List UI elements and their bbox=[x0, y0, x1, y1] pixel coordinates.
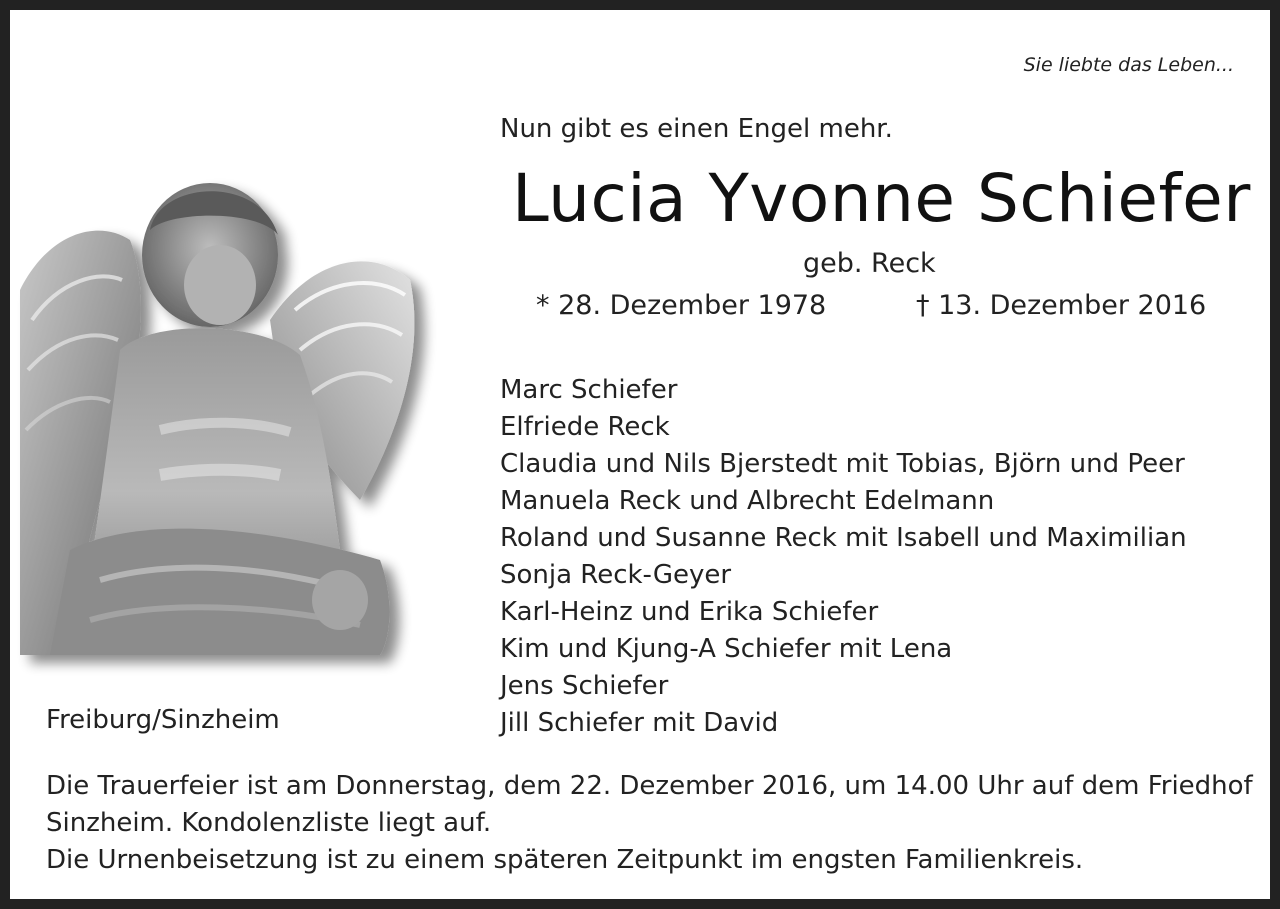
mourner-name: Sonja Reck-Geyer bbox=[500, 560, 732, 590]
birth-date: * 28. Dezember 1978 bbox=[536, 290, 827, 321]
mourner-name: Claudia und Nils Bjerstedt mit Tobias, Björn und Peer bbox=[500, 449, 1185, 479]
deceased-name: Lucia Yvonne Schiefer bbox=[512, 160, 1251, 237]
mourner-name: Elfriede Reck bbox=[500, 412, 670, 442]
mourner-name: Kim und Kjung-A Schiefer mit Lena bbox=[500, 634, 953, 664]
motto-text: Sie liebte das Leben... bbox=[1023, 54, 1234, 76]
ceremony-info-line: Die Urnenbeisetzung ist zu einem späteren Zeitpunkt im engsten Familienkreis. bbox=[46, 845, 1084, 875]
mourner-name: Karl-Heinz und Erika Schiefer bbox=[500, 597, 879, 627]
ceremony-info-line: Sinzheim. Kondolenzliste liegt auf. bbox=[46, 808, 492, 838]
mourners-list bbox=[500, 372, 1187, 742]
mourner-name: Jens Schiefer bbox=[500, 671, 669, 701]
ceremony-info-line: Die Trauerfeier ist am Donnerstag, dem 22. Dezember 2016, um 14.00 Uhr auf dem Friedhof bbox=[46, 771, 1253, 801]
death-date: † 13. Dezember 2016 bbox=[916, 290, 1207, 321]
location-text: Freiburg/Sinzheim bbox=[46, 705, 280, 735]
ceremony-info bbox=[46, 768, 1256, 879]
mourner-name: Roland und Susanne Reck mit Isabell und Maximilian bbox=[500, 523, 1187, 553]
maiden-name: geb. Reck bbox=[803, 248, 936, 279]
intro-text: Nun gibt es einen Engel mehr. bbox=[500, 114, 893, 144]
mourner-name: Marc Schiefer bbox=[500, 375, 678, 405]
mourner-name: Manuela Reck und Albrecht Edelmann bbox=[500, 486, 995, 516]
angel-statue-image bbox=[10, 170, 450, 680]
mourner-name: Jill Schiefer mit David bbox=[500, 708, 779, 738]
